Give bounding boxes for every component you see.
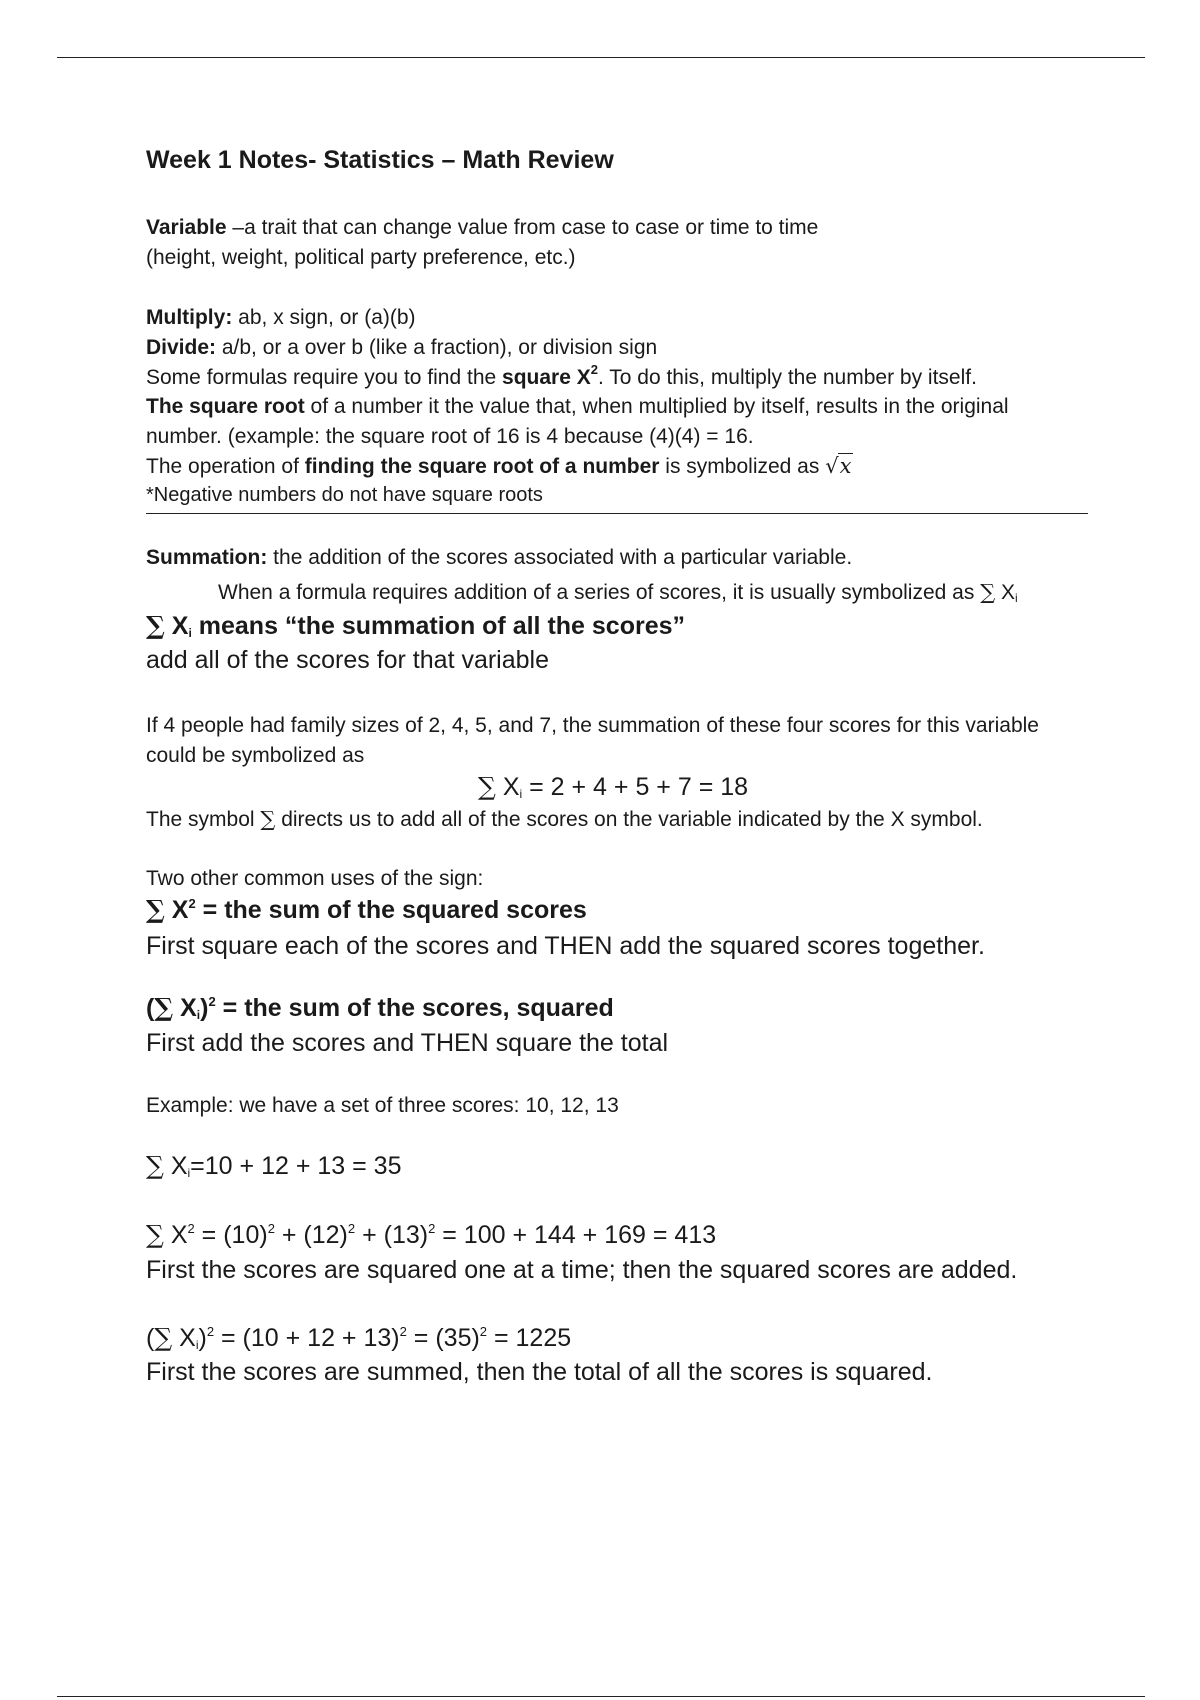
sigma-symbol: ∑ [260,807,276,831]
variable-definition [146,215,818,241]
family-line-1: If 4 people had family sizes of 2, 4, 5, and 7, the summation of these four scores for this variable [146,714,1039,737]
square-of-sum-label: (∑ $X_i)^2$ = the sum of the scores, squared [146,993,614,1022]
section-divider [146,513,1088,514]
sigma-symbol: ∑ [146,895,165,924]
sigma-symbol: ∑ [980,580,996,604]
x-letter: X [170,1152,188,1180]
example-sum-of-squares-equation: ∑ $X^2 = (10)^2 + (12)^2 + (13)^2 = 100 + 144 + 169 = 413$ [146,1220,717,1249]
add-all-line: add all of the scores for that variable [146,646,550,674]
root-term: The square root [146,395,305,418]
means-text: means “the summation of all the scores” [191,612,686,640]
family-line-2: could be symbolized as [146,744,365,767]
square-term: square $X^2$ [502,362,598,389]
symbol-post: directs us to add all of the scores on the variable indicated by the X symbol. [275,808,983,831]
example-sum-equation: ∑ $X_i=10 + 12 + 13 = 35$ [146,1151,402,1180]
footer-rule [57,1696,1145,1697]
divide-text: a/b, or a over b (like a fraction), or division sign [216,336,658,359]
page-title: Week 1 Notes- Statistics – Math Review [146,146,614,174]
summation-formula-note: When a formula requires addition of a series of scores, it is usually symbolized as ∑ $X_i$ [218,580,1018,605]
square-root-symbol: √x [825,454,852,478]
multiply-line [146,305,416,331]
multiply-text: ab, x sign, or (a)(b) [232,306,416,329]
sum-sq-text: = the sum of the squared scores [195,896,587,924]
formula-note-text: When a formula requires addition of a series of scores, it is usually symbolized as [218,581,981,604]
sum-of-squares-desc: First square each of the scores and THEN add the squared scores together. [146,932,985,960]
sigma-symbol: ∑ [146,1151,164,1180]
variable-text: –a trait that can change value from case to case or time to time [226,216,819,239]
family-eq-values: = 2 + 4 + 5 + 7 = 18 [522,773,749,801]
divide-line [146,335,657,361]
sigma-symbol: ∑ [146,1220,164,1249]
op-term: finding the square root of a number [304,455,660,478]
root-operation-line [146,453,853,480]
divide-term: Divide: [146,336,217,359]
example-square-of-sum-equation: (∑ $X_i)^2 = (10 + 12 + 13)^2 = (35)^2 = 1225$ [146,1323,572,1352]
multiply-term: Multiply: [146,306,233,329]
sigma-symbol: ∑ [154,993,174,1022]
root-example: number. (example: the square root of 16 is 4 because (4)(4) = 16. [146,425,754,448]
example-intro: Example: we have a set of three scores: 10, 12, 13 [146,1094,619,1117]
summation-meaning: ∑ $X_i$ means “the summation of all the scores” [146,611,686,640]
square-post: . To do this, multiply the number by itself. [597,366,977,389]
root-text: of a number it the value that, when multiplied by itself, results in the original [304,395,1009,418]
summation-text: the addition of the scores associated with a particular variable. [267,546,853,569]
example-square-of-sum-desc: First the scores are summed, then the total of all the scores is squared. [146,1358,933,1386]
sigma-symbol: ∑ [478,772,496,801]
square-pre: Some formulas require you to find the [146,366,503,389]
symbol-pre: The symbol [146,808,261,831]
x-letter: X [1001,581,1016,604]
sum-of-squares-label: ∑ $X^2$ = the sum of the squared scores [146,895,587,924]
op-pre: The operation of [146,455,305,478]
op-post: is symbolized as [659,455,826,478]
root-line [146,394,1009,420]
x-letter: X [179,1324,196,1352]
uses-intro: Two other common uses of the sign: [146,867,484,890]
summation-term: Summation: [146,546,268,569]
sq-sum-text: = the sum of the scores, squared [215,994,614,1022]
negative-note: *Negative numbers do not have square roots [146,484,543,506]
sigma-symbol: ∑ [146,611,165,640]
x-letter: X [170,1221,188,1249]
eq1-values: =10 + 12 + 13 = 35 [190,1152,402,1180]
x-letter: X [180,994,197,1022]
summation-definition [146,545,852,571]
sigma-symbol: ∑ [154,1323,173,1352]
x-letter: X [502,773,520,801]
x-letter: X [171,612,189,640]
header-rule [57,57,1145,58]
x-letter: X [171,896,189,924]
variable-examples: (height, weight, political party preference, etc.) [146,246,576,269]
example-sum-of-squares-desc: First the scores are squared one at a time; then the squared scores are added. [146,1256,1018,1284]
square-of-sum-desc: First add the scores and THEN square the total [146,1029,669,1057]
variable-term: Variable [146,216,227,239]
symbol-explanation [146,806,983,833]
family-equation: ∑ $X_i = 2 + 4 + 5 + 7 = 18$ [478,772,749,801]
square-line [146,362,977,391]
